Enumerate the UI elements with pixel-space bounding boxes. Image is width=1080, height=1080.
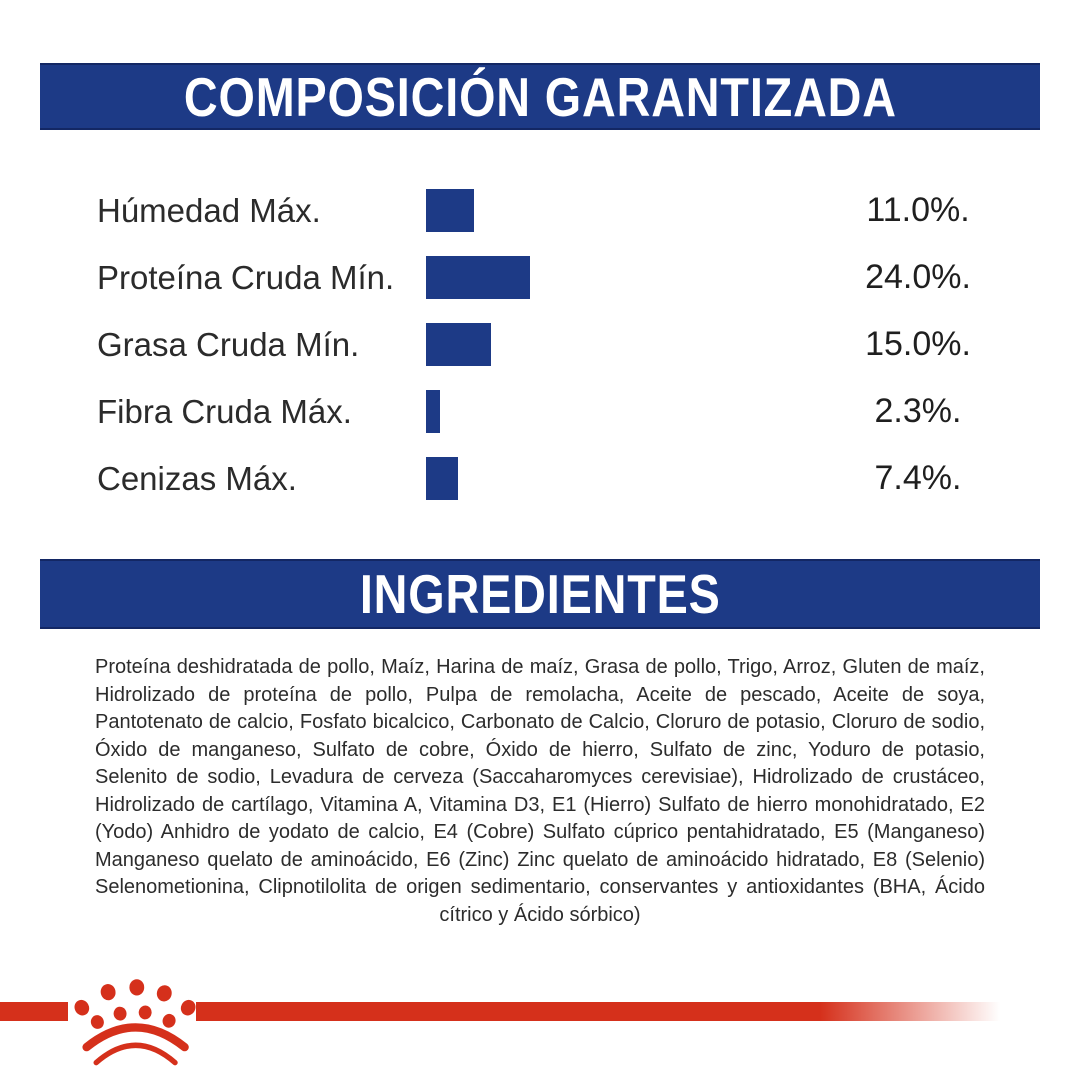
analysis-value: 24.0%. bbox=[865, 258, 971, 296]
composition-header-bar bbox=[40, 63, 1040, 130]
analysis-bar bbox=[426, 390, 440, 433]
composition-title: COMPOSICIÓN GARANTIZADA bbox=[183, 65, 897, 128]
analysis-value: 2.3%. bbox=[874, 392, 962, 430]
ingredients-paragraph: Proteína deshidratada de pollo, Maíz, Harina de maíz, Grasa de pollo, Trigo, Arroz, Gluten de maíz, Hidrolizado de proteína de pollo, Pulpa de remolacha, Aceite de pescado, Aceite de soya, Pantotenato de calcio, Fosfato bicalcico, Carbonato de Calcio, Cloruro de potasio, Cloruro de sodio, Óxido de manganeso, Sulfato de cobre, Óxido de hierro, Sulfato de zinc, Yoduro de potasio, Selenito de sodio, Levadura de cerveza (Saccaharomyces cerevisiae), Hidrolizado de crustáceo, Hidrolizado de cartílago, Vitamina A, Vitamina D3, E1 (Hierro) Sulfato de hierro monohidratado, E2 (Yodo) Anhidro de yodato de calcio, E4 (Cobre) Sulfato cúprico pentahidratado, E5 (Manganeso) Manganeso quelato de aminoácido, E6 (Zinc) Zinc quelato de aminoácido hidratado, E8 (Selenio) Selenometionina, Clipnotilolita de origen sedimentario, conservantes y antioxidantes (BHA, Ácido cítrico y Ácido sórbico) bbox=[95, 656, 985, 926]
analysis-value: 7.4%. bbox=[874, 459, 962, 497]
analysis-label: Cenizas Máx. bbox=[97, 460, 297, 497]
ingredients-header-bar bbox=[40, 559, 1040, 629]
guaranteed-analysis-chart bbox=[0, 185, 1080, 525]
analysis-bar bbox=[426, 256, 530, 299]
analysis-value: 11.0%. bbox=[866, 191, 970, 229]
analysis-value: 15.0%. bbox=[865, 325, 971, 363]
analysis-row bbox=[0, 185, 1080, 252]
analysis-row bbox=[0, 453, 1080, 520]
analysis-bar bbox=[426, 457, 458, 500]
royal-canin-crown-paw-icon bbox=[72, 979, 204, 1077]
analysis-label: Fibra Cruda Máx. bbox=[97, 393, 352, 430]
analysis-row bbox=[0, 386, 1080, 453]
ingredients-title: INGREDIENTES bbox=[359, 563, 721, 625]
analysis-bar bbox=[426, 189, 474, 232]
analysis-bar bbox=[426, 323, 491, 366]
analysis-row bbox=[0, 252, 1080, 319]
analysis-label: Húmedad Máx. bbox=[97, 192, 321, 229]
analysis-row bbox=[0, 319, 1080, 386]
analysis-label: Grasa Cruda Mín. bbox=[97, 326, 360, 363]
analysis-label: Proteína Cruda Mín. bbox=[97, 259, 395, 296]
